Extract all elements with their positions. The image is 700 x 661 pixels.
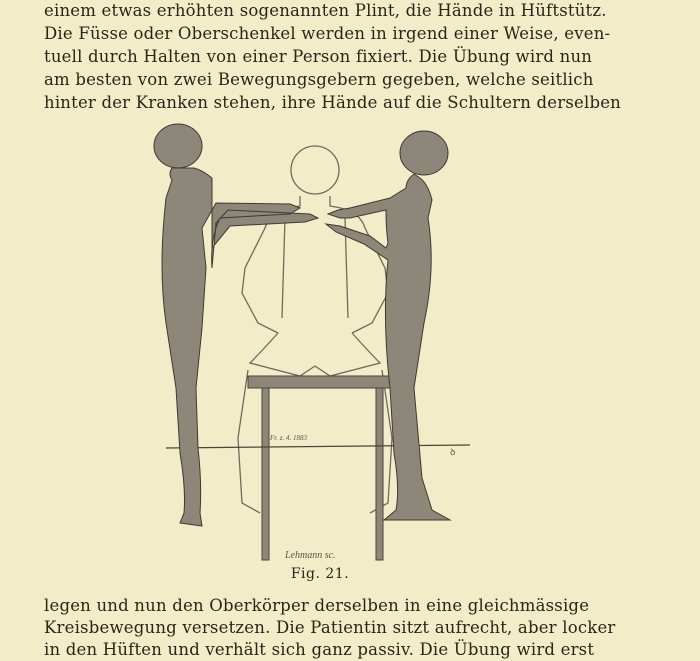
patient-outline [238, 146, 392, 513]
floor-inscription: Fr. z. 4. 1883 [270, 434, 307, 442]
text-line: am besten von zwei Bewegungsgebern gegeben, welche seitlich [44, 70, 594, 89]
engraver-signature: Lehmann sc. [285, 550, 336, 561]
right-assistant-head [400, 131, 448, 175]
stool-leg-left [262, 388, 269, 560]
patient-head [291, 146, 339, 194]
text-line: hinter der Kranken stehen, ihre Hände auf die Schultern derselben [44, 93, 621, 112]
floor-line [166, 445, 470, 448]
figure-caption: Fig. 21. [290, 566, 350, 582]
patient-hips [250, 333, 380, 376]
text-line: Die Füsse oder Oberschenkel werden in irgend einer Weise, even- [44, 24, 611, 43]
right-assistant [326, 131, 450, 520]
text-line: tuell durch Halten von einer Person fixiert. Die Übung wird nun [44, 47, 593, 66]
left-assistant [154, 124, 318, 526]
corner-mark: ꝺ [450, 447, 456, 457]
patient-legs [238, 370, 392, 513]
text-line: in den Hüften und verhält sich ganz passiv. Die Übung wird erst [44, 640, 595, 659]
text-line: Kreisbewegung versetzen. Die Patientin sitzt aufrecht, aber locker [44, 618, 616, 637]
exercise-illustration [150, 118, 480, 568]
plint-stool [248, 376, 398, 560]
text-line: einem etwas erhöhten sogenannten Plint, die Hände in Hüftstütz. [44, 1, 607, 20]
text-line: legen und nun den Oberkörper derselben in eine gleichmässige [44, 596, 590, 615]
stool-seat [248, 376, 398, 388]
stool-leg-right [376, 388, 383, 560]
left-assistant-head [154, 124, 202, 168]
